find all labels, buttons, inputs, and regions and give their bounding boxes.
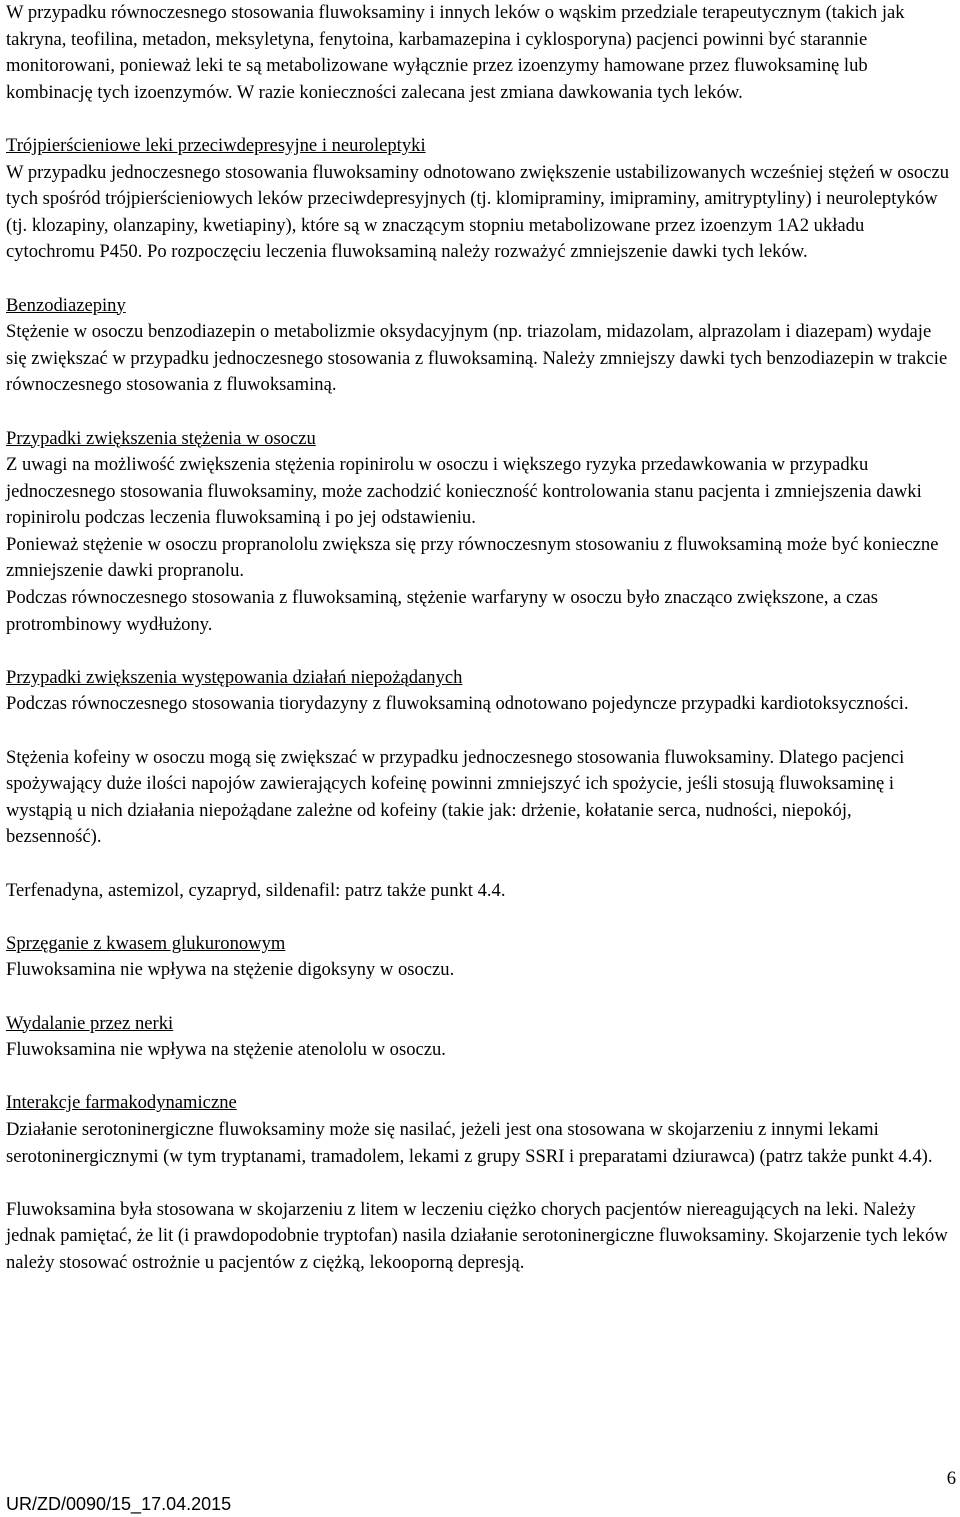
paragraph: Z uwagi na możliwość zwiększenia stężenia ropinirolu w osoczu i większego ryzyka przedawkowania w przypadku jednoczesnego stosowania fluwoksaminy, może zachodzić konieczność kontrolowania stanu pacjenta i zmniejszenia dawki ropinirolu podczas leczenia fluwoksaminą i po jej odstawieniu. (6, 454, 922, 529)
paragraph: W przypadku równoczesnego stosowania fluwoksaminy i innych leków o wąskim przedziale terapeutycznym (takich jak takryna, teofilina, metadon, meksyletyna, fenytoina, karbamazepina i cyklosporyna) pacjenci powinni być starannie monitorowani, ponieważ leki te są metabolizowane wyłącznie przez izoenzymy hamowane przez fluwoksaminę lub kombinację tych izoenzymów. W razie konieczności zalecana jest zmiana dawkowania tych leków. (6, 2, 905, 103)
paragraph: Stężenia kofeiny w osoczu mogą się zwiększać w przypadku jednoczesnego stosowania fluwoksaminy. Dlatego pacjenci spożywający duże ilości napojów zawierających kofeinę powinni zmniejszyć ich spożycie, jeśli stosują fluwoksaminę i wystąpią u nich działania niepożądane zależne od kofeiny (takie jak: drżenie, kołatanie serca, nudności, niepokój, bezsenność). (6, 746, 905, 848)
section-lithium (6, 1197, 951, 1277)
paragraph: Ponieważ stężenie w osoczu propranololu zwiększa się przy równoczesnym stosowaniu z fluwoksaminą może być konieczne zmniejszenie dawki propranolu. (6, 533, 939, 582)
page-number: 6 (946, 1468, 956, 1489)
section-heading: Benzodiazepiny (6, 294, 126, 316)
document-code: UR/ZD/0090/15_17.04.2015 (6, 1494, 232, 1514)
section-heading: Interakcje farmakodynamiczne (6, 1092, 237, 1114)
section-pharmacodynamic-interactions (6, 1090, 951, 1170)
paragraph: Terfenadyna, astemizol, cyzapryd, sildenafil: patrz także punkt 4.4. (6, 879, 506, 901)
section-renal-excretion (6, 1011, 951, 1064)
section-terfenadine (6, 878, 951, 905)
section-heading: Trójpierścieniowe leki przeciwdepresyjne i neuroleptyki (6, 134, 426, 156)
paragraph: Działanie serotoninergiczne fluwoksaminy może się nasilać, jeżeli jest ona stosowana w skojarzeniu z innymi lekami serotoninergicznymi (w tym tryptanami, tramadolem, lekami z grupy SSRI i preparatami dziurawca) (patrz także punkt 4.4). (6, 1118, 933, 1167)
paragraph: Fluwoksamina nie wpływa na stężenie atenololu w osoczu. (6, 1039, 446, 1061)
section-tricyclic-neuroleptics (6, 133, 951, 266)
section-interactions-narrow-therapeutic (6, 0, 951, 106)
section-heading: Sprzęganie z kwasem glukuronowym (6, 932, 286, 954)
section-glucuronidation (6, 931, 951, 984)
section-heading: Wydalanie przez nerki (6, 1012, 174, 1034)
section-heading: Przypadki zwiększenia występowania działań niepożądanych (6, 666, 463, 688)
section-heading: Przypadki zwiększenia stężenia w osoczu (6, 427, 316, 449)
section-benzodiazepines (6, 293, 951, 399)
section-caffeine (6, 745, 951, 851)
paragraph: Podczas równoczesnego stosowania z fluwoksaminą, stężenie warfaryny w osoczu było znacząco zwiększone, a czas protrombinowy wydłużony. (6, 587, 879, 635)
section-adverse-effects-increase (6, 665, 951, 718)
document-page (6, 0, 951, 1303)
paragraph: Fluwoksamina była stosowana w skojarzeniu z litem w leczeniu ciężko chorych pacjentów niereagujących na leki. Należy jednak pamiętać, że lit (i prawdopodobnie tryptofan) nasila działanie serotoninergiczne fluwoksaminy. Skojarzenie tych leków należy stosować ostrożnie u pacjentów z ciężką, lekooporną depresją. (6, 1198, 948, 1273)
paragraph: W przypadku jednoczesnego stosowania fluwoksaminy odnotowano zwiększenie ustabilizowanych wcześniej stężeń w osoczu tych spośród trójpierścieniowych leków przeciwdepresyjnych (tj. klomipraminy, imipraminy, amitryptyliny) i neuroleptyków (tj. klozapiny, olanzapiny, kwetiapiny), które są w znaczącym stopniu metabolizowane przez izoenzym 1A2 układu cytochromu P450. Po rozpoczęciu leczenia fluwoksaminą należy rozważyć zmniejszenie dawki tych leków. (6, 161, 950, 263)
section-plasma-concentration-increase (6, 426, 951, 639)
paragraph: Fluwoksamina nie wpływa na stężenie digoksyny w osoczu. (6, 959, 455, 981)
paragraph: Stężenie w osoczu benzodiazepin o metabolizmie oksydacyjnym (np. triazolam, midazolam, alprazolam i diazepam) wydaje się zwiększać w przypadku jednoczesnego stosowania z fluwoksaminą. Należy zmniejszy dawki tych benzodiazepin w trakcie równoczesnego stosowania z fluwoksaminą. (6, 321, 948, 396)
paragraph: Podczas równoczesnego stosowania tiorydazyny z fluwoksaminą odnotowano pojedyncze przypadki kardiotoksyczności. (6, 693, 909, 715)
